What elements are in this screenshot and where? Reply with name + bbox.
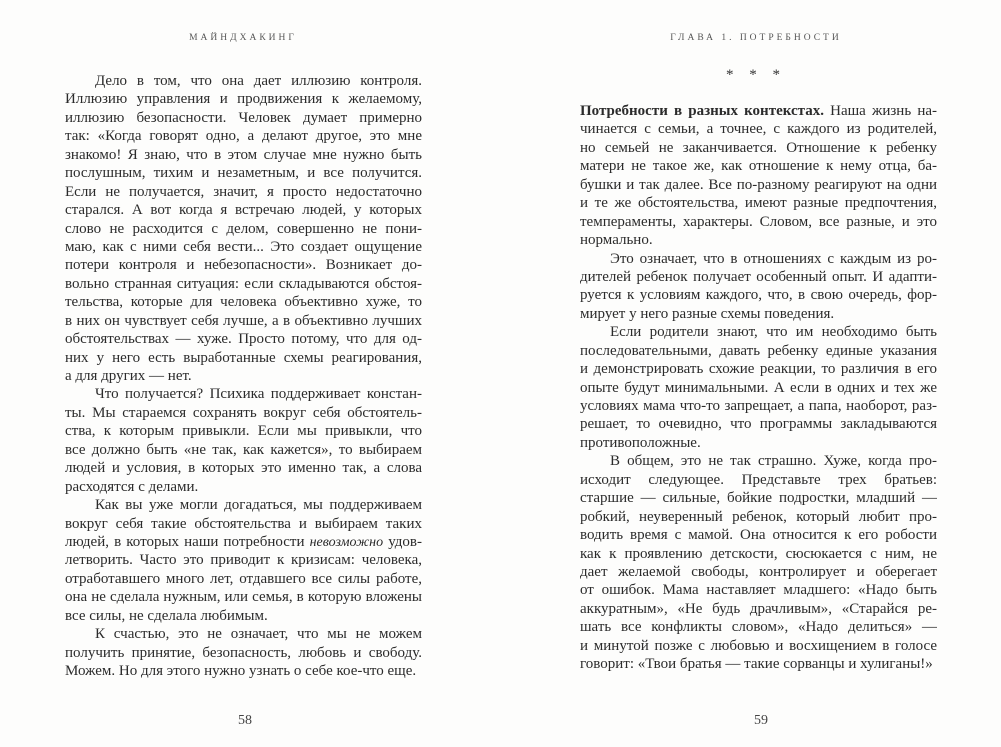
- text-line: получить принятие, безопасность, любовь и свободу.: [65, 644, 422, 661]
- text-line: людей и условия, в которых это именно так, а слова: [65, 460, 422, 477]
- text-line: но семьей не заканчивается. Отношение к ребенку: [580, 139, 937, 156]
- text-line: вольно странная ситуация: если складываются обстоя-: [65, 275, 422, 292]
- text-line: мирует у него разные схемы поведения.: [580, 305, 835, 322]
- text-line: Это означает, что в отношениях с каждым из ро-: [610, 250, 937, 267]
- text-line: робкий, неуверенный ребенок, который любит про-: [580, 508, 937, 525]
- text-line: и те же обстоятельства, имеют разные предпочтения,: [580, 195, 937, 212]
- text-line: водить время с мамой. Она относится к его робости: [580, 527, 937, 544]
- text-line: маю, как с ними себя вести... Это создает ощущение: [65, 238, 422, 255]
- text-line: решает, то очевидно, что программы закладываются: [580, 416, 937, 433]
- text-line: руется к условиям каждого, что, в свою очередь, фор-: [580, 287, 937, 304]
- text-line: чинается с семьи, а точнее, с каждого из родителей,: [580, 121, 937, 138]
- text-line: Что получается? Психика поддерживает констан-: [95, 386, 422, 403]
- running-head: МАЙНДХАКИНГ: [189, 33, 297, 43]
- text-line: ты. Мы стараемся сохранять вокруг себя обстоятель-: [65, 404, 422, 421]
- text-line: К счастью, это не означает, что мы не можем: [95, 626, 422, 643]
- text-line: летворить. Часто это приводит к кризисам: человека,: [65, 552, 422, 569]
- text-line: отработавшего много лет, отдавшего все силы работе,: [65, 570, 422, 587]
- left-page: [0, 0, 500, 747]
- text-line: говорит: «Твои братья — такие сорванцы и хулиганы!»: [580, 656, 933, 673]
- text-line: она не сделала нужным, или семья, в которую вложены: [65, 589, 422, 606]
- text-line: старался. А вот когда я встречаю людей, у которых: [65, 202, 422, 219]
- right-page: [501, 0, 1001, 747]
- text-line: тельства, которые для человека объективно хуже, то: [65, 294, 422, 311]
- text-line: и демонстрировать схожие реакции, то различия в его: [580, 361, 937, 378]
- text-run: удов-: [383, 533, 422, 550]
- text-line: Дело в том, что она дает иллюзию контроля.: [95, 73, 422, 89]
- text-line: Можем. Но для этого нужно узнать о себе кое-что еще.: [65, 663, 417, 679]
- text-line: в них он чувствует себя лучше, а в объективно лучших: [65, 312, 422, 329]
- text-line: от ошибок. Мама наставляет младшего: «Надо быть: [580, 582, 937, 599]
- text-line: как к проявлению детскости, сюсюкается с ним, не: [580, 545, 937, 562]
- text-line: дает желаемой свободы, контролирует и оберегает: [580, 563, 937, 580]
- italic-emphasis: невозможно: [309, 534, 384, 550]
- text-line: матери не такое же, как отношение к нему отца, ба-: [580, 158, 937, 175]
- text-line: дителей ребенок получает особенный опыт. И адапти-: [580, 268, 937, 285]
- text-line: бушки и так далее. Все по-разному реагируют на одни: [580, 176, 937, 193]
- text-line: обстоятельствах — хуже. Просто потому, что для од-: [65, 331, 422, 348]
- text-line: вокруг себя такие обстоятельства и выбираем таких: [65, 515, 422, 532]
- text-line: знакомо! Я знаю, что в этом случае мне нужно быть: [65, 146, 422, 163]
- text-line: и минутой позже с любовью и восхищением в голосе: [580, 637, 937, 654]
- body-text: [580, 102, 937, 674]
- text-run: Наша жизнь на-: [823, 103, 937, 119]
- text-line: все силы, не сделала любимым.: [65, 607, 268, 624]
- text-line: так: «Когда говорят одно, а делают другое, это мне: [65, 128, 422, 145]
- text-line: слово не расходится с делом, совершенно не пони-: [65, 220, 422, 237]
- text-line: [65, 533, 422, 551]
- text-run: людей, в которых наши потребности: [65, 533, 310, 550]
- text-line: В общем, это не так страшно. Хуже, когда про-: [610, 453, 937, 470]
- text-line: нормально.: [580, 232, 653, 249]
- text-line: потери контроля и небезопасности». Возникает до-: [65, 257, 422, 274]
- text-line: старшие — сильные, бойкие подростки, младший —: [580, 490, 937, 507]
- text-line: все должно быть «не так, как кажется», то выбираем: [65, 441, 422, 458]
- text-line: шать все конфликты словом», «Надо делиться» —: [580, 619, 937, 636]
- text-line: противоположные.: [580, 434, 701, 451]
- text-line: последовательными, давать ребенку единые указания: [580, 342, 937, 359]
- text-line: Если не получается, значит, я просто недостаточно: [65, 183, 422, 200]
- text-line: а для других — нет.: [65, 368, 192, 384]
- section-separator: * * *: [726, 67, 786, 83]
- text-line: Как вы уже могли догадаться, мы поддерживаем: [95, 497, 422, 514]
- text-line: исходит следующее. Представьте трех братьев:: [580, 471, 937, 488]
- text-line: Если родители знают, что им необходимо быть: [610, 324, 937, 341]
- text-line: иллюзию безопасности. Человек думает примерно: [65, 109, 422, 126]
- bold-run-in-heading: Потребности в разных контекстах.: [580, 103, 824, 119]
- body-text: [65, 72, 422, 680]
- page-number: 58: [238, 713, 252, 728]
- text-line: опыте будут минимальными. А если в одних и тех же: [580, 379, 937, 396]
- text-line: условиях мама что-то запрещает, а папа, наоборот, раз-: [580, 398, 937, 414]
- text-line: послушным, тихим и незаметным, и все получится.: [65, 165, 422, 182]
- text-line: Иллюзию управления и продвижения к желаемому,: [65, 91, 422, 108]
- text-line: них у него есть выработанные схемы реагирования,: [65, 349, 422, 366]
- page-number: 59: [754, 713, 768, 728]
- text-line: расходятся с делами.: [65, 478, 199, 495]
- text-line: аккуратным», «Не будь драчливым», «Старайся ре-: [580, 600, 937, 617]
- text-line: темпераменты, характеры. Словом, все разные, и это: [580, 213, 937, 230]
- running-head: ГЛАВА 1. ПОТРЕБНОСТИ: [670, 33, 842, 43]
- text-line: [580, 102, 937, 120]
- text-line: ства, к которым привыкли. Если мы привыкли, что: [65, 423, 422, 440]
